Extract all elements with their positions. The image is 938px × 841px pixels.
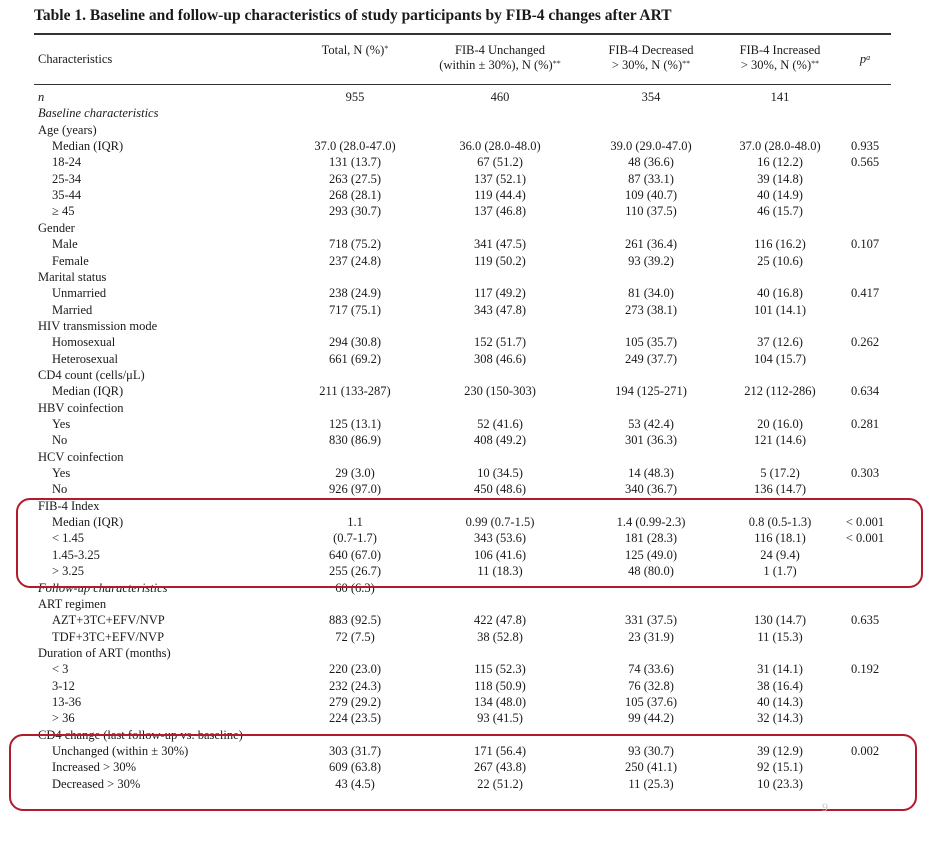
cell-fib4-increased: 40 (16.8) xyxy=(757,286,803,301)
cell-fib4-increased: 101 (14.1) xyxy=(753,302,807,317)
cell-fib4-increased: 46 (15.7) xyxy=(757,204,803,219)
header-increased-line1: FIB-4 Increased xyxy=(739,43,821,57)
cell-fib4-unchanged: 93 (41.5) xyxy=(477,711,523,726)
cell-fib4-decreased: 273 (38.1) xyxy=(624,302,678,317)
cell-fib4-increased: 141 xyxy=(770,90,790,104)
cell-fib4-unchanged: 38 (52.8) xyxy=(477,629,523,644)
header-increased-sup: ** xyxy=(811,59,820,68)
cell-fib4-unchanged: 117 (49.2) xyxy=(474,286,526,301)
cell-fib4-unchanged: 230 (150-303) xyxy=(464,384,536,399)
cell-fib4-decreased: 354 xyxy=(641,90,661,104)
cell-fib4-increased: 1 (1.7) xyxy=(763,564,797,579)
cell-fib4-increased: 130 (14.7) xyxy=(753,613,807,628)
table-row xyxy=(0,122,938,138)
cell-fib4-unchanged: 343 (53.6) xyxy=(473,531,527,546)
cell-fib4-decreased: 340 (36.7) xyxy=(624,482,678,497)
table-row xyxy=(0,449,938,465)
cell-total: 268 (28.1) xyxy=(328,188,382,203)
table-row xyxy=(0,661,938,677)
cell-fib4-unchanged: 343 (47.8) xyxy=(473,302,527,317)
cell-fib4-increased: 212 (112-286) xyxy=(744,384,816,399)
table-row xyxy=(0,236,938,252)
cell-total: 955 xyxy=(345,90,365,104)
cell-p-value: 0.107 xyxy=(850,237,880,252)
row-label: CD4 change (last follow-up vs. baseline) xyxy=(38,727,243,742)
table-row xyxy=(0,416,938,432)
cell-total: 237 (24.8) xyxy=(328,253,382,268)
table-row xyxy=(0,710,938,726)
cell-fib4-decreased: 105 (37.6) xyxy=(624,694,678,709)
cell-fib4-increased: 0.8 (0.5-1.3) xyxy=(748,515,812,530)
cell-total: 238 (24.9) xyxy=(328,286,382,301)
cell-total: 718 (75.2) xyxy=(328,237,382,252)
cell-fib4-decreased: 301 (36.3) xyxy=(624,433,678,448)
cell-fib4-decreased: 48 (80.0) xyxy=(628,564,674,579)
cell-fib4-decreased: 125 (49.0) xyxy=(624,547,678,562)
cell-fib4-unchanged: 137 (46.8) xyxy=(473,204,527,219)
table-row xyxy=(0,171,938,187)
header-increased-line2 xyxy=(740,58,821,73)
row-label: Median (IQR) xyxy=(52,384,124,399)
header-p-label: p xyxy=(859,52,867,66)
table-header-rule xyxy=(34,84,891,85)
row-label: Gender xyxy=(38,220,75,235)
header-unchanged xyxy=(439,43,560,73)
cell-fib4-increased: 116 (16.2) xyxy=(754,237,806,252)
cell-total: 279 (29.2) xyxy=(328,694,382,709)
cell-fib4-unchanged: 171 (56.4) xyxy=(473,744,527,758)
header-decreased xyxy=(608,43,693,73)
cell-fib4-unchanged: 422 (47.8) xyxy=(473,613,527,628)
header-decreased-sup: ** xyxy=(682,59,691,68)
row-label: 25-34 xyxy=(52,171,82,186)
cell-fib4-increased: 39 (14.8) xyxy=(757,171,803,186)
table-row xyxy=(0,302,938,318)
cell-fib4-increased: 116 (18.1) xyxy=(754,531,806,546)
cell-total: 125 (13.1) xyxy=(328,417,382,431)
table-row xyxy=(0,629,938,645)
cell-fib4-unchanged: 10 (34.5) xyxy=(477,466,523,481)
cell-total: 1.1 xyxy=(347,515,363,530)
cell-fib4-increased: 104 (15.7) xyxy=(753,351,807,366)
cell-fib4-unchanged: 0.99 (0.7-1.5) xyxy=(465,515,535,530)
cell-fib4-decreased: 181 (28.3) xyxy=(624,531,678,546)
cell-total: 255 (26.7) xyxy=(328,564,382,579)
row-label: Female xyxy=(52,253,89,268)
cell-fib4-increased: 40 (14.3) xyxy=(757,694,803,709)
table-row xyxy=(0,285,938,301)
cell-fib4-increased: 39 (12.9) xyxy=(757,744,803,758)
cell-fib4-increased: 37.0 (28.0-48.0) xyxy=(739,139,821,154)
cell-fib4-decreased: 48 (36.6) xyxy=(628,155,674,170)
cell-p-value: 0.281 xyxy=(850,417,880,431)
header-p xyxy=(860,52,870,67)
cell-fib4-unchanged: 267 (43.8) xyxy=(473,760,527,775)
table-row xyxy=(0,596,938,612)
cell-fib4-increased: 40 (14.9) xyxy=(757,188,803,203)
header-total xyxy=(322,43,389,58)
cell-fib4-decreased: 99 (44.2) xyxy=(628,711,674,726)
row-label: Heterosexual xyxy=(52,351,118,366)
cell-fib4-unchanged: 450 (48.6) xyxy=(473,482,527,497)
header-p-sup: a xyxy=(866,53,871,62)
cell-p-value: 0.002 xyxy=(850,744,880,758)
row-label: 35-44 xyxy=(52,188,82,203)
cell-fib4-decreased: 81 (34.0) xyxy=(628,286,674,301)
row-label: > 36 xyxy=(52,711,75,726)
cell-p-value: 0.192 xyxy=(850,662,880,677)
header-total-label: Total, N (%) xyxy=(321,43,385,57)
cell-fib4-unchanged: 115 (52.3) xyxy=(474,662,526,677)
cell-total: 830 (86.9) xyxy=(328,433,382,448)
table-row xyxy=(0,400,938,416)
cell-fib4-increased: 20 (16.0) xyxy=(757,417,803,431)
table-row xyxy=(0,481,938,497)
cell-fib4-unchanged: 106 (41.6) xyxy=(473,547,527,562)
cell-fib4-decreased: 87 (33.1) xyxy=(628,171,674,186)
cell-total: 717 (75.1) xyxy=(328,302,382,317)
table-row xyxy=(0,89,938,105)
cell-p-value: 0.417 xyxy=(850,286,880,301)
cell-fib4-increased: 32 (14.3) xyxy=(757,711,803,726)
row-label: FIB-4 Index xyxy=(38,498,100,513)
row-label: < 3 xyxy=(52,662,69,677)
cell-fib4-decreased: 74 (33.6) xyxy=(628,662,674,677)
header-characteristics: Characteristics xyxy=(38,52,113,66)
cell-fib4-unchanged: 22 (51.2) xyxy=(477,776,523,791)
row-label: Median (IQR) xyxy=(52,139,124,154)
cell-total: (0.7-1.7) xyxy=(333,531,377,546)
header-decreased-line2 xyxy=(608,58,693,73)
table-row xyxy=(0,367,938,383)
header-unchanged-line2-label: (within ± 30%), N (%) xyxy=(439,58,553,72)
cell-fib4-unchanged: 67 (51.2) xyxy=(477,155,523,170)
row-label: CD4 count (cells/μL) xyxy=(38,367,145,382)
cell-total: 303 (31.7) xyxy=(328,744,382,758)
table-row xyxy=(0,465,938,481)
row-label: 18-24 xyxy=(52,155,82,170)
cell-total: 72 (7.5) xyxy=(335,629,375,644)
row-label: TDF+3TC+EFV/NVP xyxy=(52,629,165,644)
cell-p-value: 0.635 xyxy=(850,613,880,628)
row-label: Yes xyxy=(52,417,71,431)
table-row xyxy=(0,220,938,236)
cell-fib4-decreased: 14 (48.3) xyxy=(628,466,674,481)
table-row xyxy=(0,154,938,170)
row-label: No xyxy=(52,482,68,497)
cell-total: 232 (24.3) xyxy=(328,678,382,693)
row-label: Unchanged (within ± 30%) xyxy=(52,744,189,758)
cell-fib4-unchanged: 152 (51.7) xyxy=(473,335,527,350)
cell-fib4-increased: 92 (15.1) xyxy=(757,760,803,775)
cell-fib4-increased: 24 (9.4) xyxy=(760,547,800,562)
table-row xyxy=(0,269,938,285)
cell-fib4-unchanged: 36.0 (28.0-48.0) xyxy=(459,139,541,154)
row-label: HIV transmission mode xyxy=(38,318,158,333)
cell-fib4-decreased: 194 (125-271) xyxy=(615,384,687,399)
header-unchanged-sup: ** xyxy=(552,59,561,68)
cell-p-value: 0.565 xyxy=(850,155,880,170)
cell-fib4-decreased: 110 (37.5) xyxy=(625,204,677,219)
table-row xyxy=(0,383,938,399)
cell-fib4-decreased: 261 (36.4) xyxy=(624,237,678,252)
cell-fib4-decreased: 331 (37.5) xyxy=(624,613,678,628)
cell-total: 293 (30.7) xyxy=(328,204,382,219)
table-row xyxy=(0,318,938,334)
row-label: Marital status xyxy=(38,269,107,284)
header-decreased-line1: FIB-4 Decreased xyxy=(608,43,694,57)
row-label: Increased > 30% xyxy=(52,760,137,775)
row-label: HCV coinfection xyxy=(38,449,124,464)
row-label: 3-12 xyxy=(52,678,75,693)
table-row xyxy=(0,334,938,350)
cell-fib4-increased: 16 (12.2) xyxy=(757,155,803,170)
table-top-rule xyxy=(34,33,891,35)
table-row xyxy=(0,203,938,219)
cell-fib4-increased: 136 (14.7) xyxy=(753,482,807,497)
cell-fib4-increased: 31 (14.1) xyxy=(757,662,803,677)
cell-fib4-unchanged: 460 xyxy=(490,90,510,104)
table-row xyxy=(0,645,938,661)
cell-fib4-increased: 5 (17.2) xyxy=(760,466,800,481)
row-label: Baseline characteristics xyxy=(38,106,159,121)
cell-fib4-unchanged: 52 (41.6) xyxy=(477,417,523,431)
cell-fib4-decreased: 76 (32.8) xyxy=(628,678,674,693)
page-number: 9 xyxy=(822,800,828,814)
row-label: Follow-up characteristics xyxy=(38,580,168,595)
table-row xyxy=(0,187,938,203)
row-label: < 1.45 xyxy=(52,531,85,546)
cell-fib4-decreased: 250 (41.1) xyxy=(624,760,678,775)
table-row xyxy=(0,432,938,448)
cell-fib4-unchanged: 341 (47.5) xyxy=(473,237,527,252)
cell-total: 60 (6.3) xyxy=(335,580,375,595)
row-label: AZT+3TC+EFV/NVP xyxy=(52,613,165,628)
table-row xyxy=(0,694,938,710)
row-label: > 3.25 xyxy=(52,564,85,579)
cell-fib4-unchanged: 11 (18.3) xyxy=(477,564,523,579)
cell-fib4-unchanged: 308 (46.6) xyxy=(473,351,527,366)
cell-total: 29 (3.0) xyxy=(335,466,375,481)
cell-total: 37.0 (28.0-47.0) xyxy=(314,139,396,154)
row-label: Unmarried xyxy=(52,286,107,301)
row-label: ART regimen xyxy=(38,596,107,611)
cell-fib4-decreased: 93 (30.7) xyxy=(628,744,674,758)
cell-total: 294 (30.8) xyxy=(328,335,382,350)
cell-total: 131 (13.7) xyxy=(328,155,382,170)
cell-fib4-unchanged: 137 (52.1) xyxy=(473,171,527,186)
table-row xyxy=(0,678,938,694)
cell-total: 609 (63.8) xyxy=(328,760,382,775)
cell-fib4-decreased: 23 (31.9) xyxy=(628,629,674,644)
row-label: 13-36 xyxy=(52,694,82,709)
row-label: Male xyxy=(52,237,78,252)
table-title: Table 1. Baseline and follow-up characteristics of study participants by FIB-4 changes after ART xyxy=(34,7,672,24)
header-decreased-line2-label: > 30%, N (%) xyxy=(611,58,683,72)
row-label: No xyxy=(52,433,68,448)
cell-fib4-unchanged: 119 (50.2) xyxy=(474,253,526,268)
table-row xyxy=(0,612,938,628)
cell-total: 640 (67.0) xyxy=(328,547,382,562)
row-label: n xyxy=(38,90,45,104)
row-label: Decreased > 30% xyxy=(52,776,141,791)
table-row xyxy=(0,138,938,154)
cell-fib4-decreased: 249 (37.7) xyxy=(624,351,678,366)
row-label: HBV coinfection xyxy=(38,400,124,415)
header-total-sup: * xyxy=(384,44,389,53)
row-label: 1.45-3.25 xyxy=(52,547,100,562)
cell-p-value: 0.262 xyxy=(850,335,880,350)
cell-fib4-increased: 121 (14.6) xyxy=(753,433,807,448)
header-unchanged-line2 xyxy=(439,58,560,73)
cell-p-value: 0.935 xyxy=(850,139,880,154)
row-label: Age (years) xyxy=(38,122,97,137)
cell-fib4-unchanged: 408 (49.2) xyxy=(473,433,527,448)
header-increased-line2-label: > 30%, N (%) xyxy=(740,58,812,72)
cell-fib4-increased: 10 (23.3) xyxy=(757,776,803,791)
cell-fib4-decreased: 11 (25.3) xyxy=(628,776,674,791)
cell-fib4-increased: 11 (15.3) xyxy=(757,629,803,644)
cell-total: 43 (4.5) xyxy=(335,776,375,791)
cell-fib4-decreased: 1.4 (0.99-2.3) xyxy=(616,515,686,530)
table-row xyxy=(0,253,938,269)
cell-total: 926 (97.0) xyxy=(328,482,382,497)
cell-fib4-decreased: 39.0 (29.0-47.0) xyxy=(610,139,692,154)
cell-fib4-increased: 37 (12.6) xyxy=(757,335,803,350)
cell-p-value: < 0.001 xyxy=(845,515,885,530)
cell-total: 224 (23.5) xyxy=(328,711,382,726)
table-row xyxy=(0,105,938,121)
highlight-box-cd4-change xyxy=(9,734,917,811)
cell-total: 883 (92.5) xyxy=(328,613,382,628)
cell-fib4-decreased: 93 (39.2) xyxy=(628,253,674,268)
cell-total: 220 (23.0) xyxy=(328,662,382,677)
table-row xyxy=(0,351,938,367)
row-label: Duration of ART (months) xyxy=(38,645,171,660)
header-unchanged-line1: FIB-4 Unchanged xyxy=(455,43,545,57)
header-increased xyxy=(740,43,821,73)
cell-fib4-decreased: 105 (35.7) xyxy=(624,335,678,350)
cell-total: 263 (27.5) xyxy=(328,171,382,186)
highlight-box-fib4-index xyxy=(16,498,923,588)
row-label: Median (IQR) xyxy=(52,515,124,530)
cell-fib4-unchanged: 134 (48.0) xyxy=(473,694,527,709)
cell-fib4-unchanged: 118 (50.9) xyxy=(474,678,526,693)
cell-fib4-increased: 25 (10.6) xyxy=(757,253,803,268)
cell-p-value: 0.634 xyxy=(850,384,880,399)
cell-p-value: < 0.001 xyxy=(845,531,885,546)
row-label: Married xyxy=(52,302,93,317)
row-label: ≥ 45 xyxy=(52,204,75,219)
cell-total: 661 (69.2) xyxy=(328,351,382,366)
cell-fib4-unchanged: 119 (44.4) xyxy=(474,188,526,203)
cell-p-value: 0.303 xyxy=(850,466,880,481)
cell-total: 211 (133-287) xyxy=(319,384,391,399)
cell-fib4-decreased: 53 (42.4) xyxy=(628,417,674,431)
row-label: Yes xyxy=(52,466,71,481)
row-label: Homosexual xyxy=(52,335,116,350)
cell-fib4-increased: 38 (16.4) xyxy=(757,678,803,693)
cell-fib4-decreased: 109 (40.7) xyxy=(624,188,678,203)
